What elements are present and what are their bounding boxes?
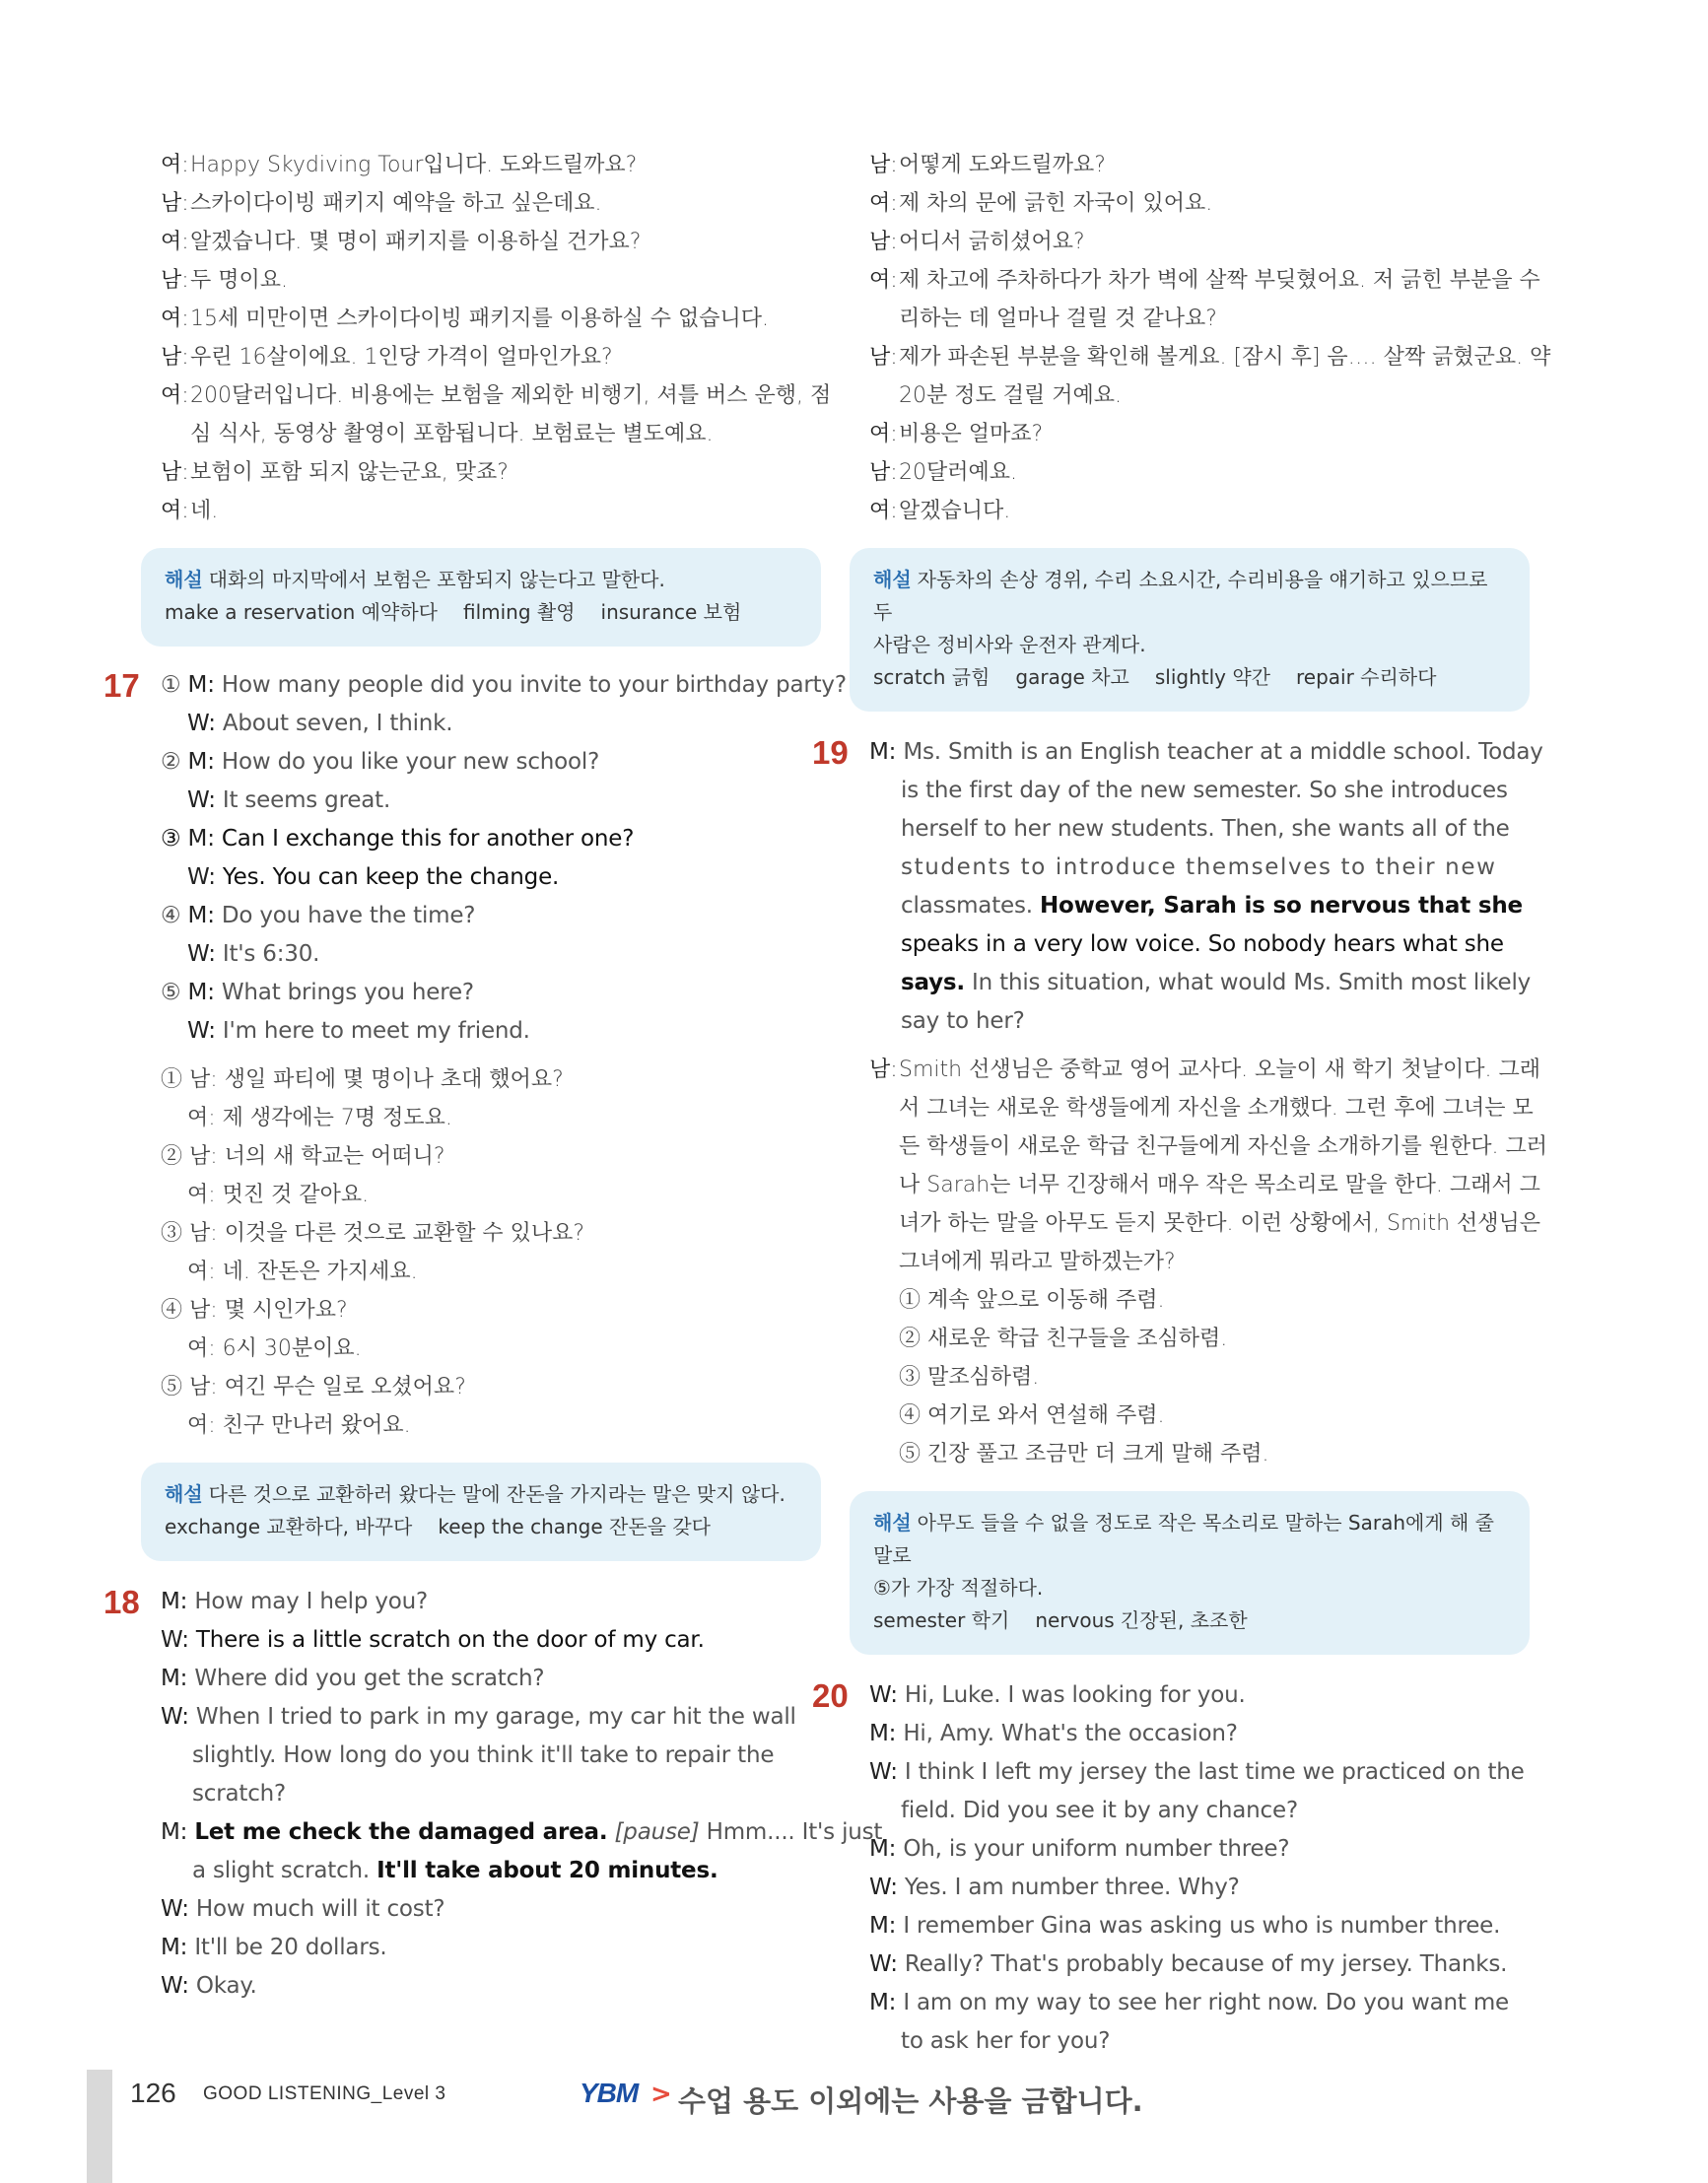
q19-korean-translation [869, 1051, 1547, 1473]
vocab-term: insurance 보험 [600, 600, 742, 624]
dialogue-line: to ask her for you? [901, 2028, 1111, 2054]
option-line-answer: ③ M: Can I exchange this for another one? [161, 826, 635, 852]
script-line: 녀가 하는 말을 아무도 듣지 못한다. 이런 상황에서, Smith 선생님은 [899, 1211, 1541, 1236]
dialogue-line: 20분 정도 걸릴 거예요. [899, 383, 1122, 408]
dialogue-line: M: I remember Gina was asking us who is number three. [869, 1913, 1501, 1939]
page-footer [0, 2060, 1708, 2173]
explanation-label: 해설 [873, 568, 912, 591]
option-line: ⑤ M: What brings you here? [161, 980, 474, 1005]
option-line: ③ 남: 이것을 다른 것으로 교환할 수 있나요? [161, 1221, 585, 1246]
book-title: GOOD LISTENING_Level 3 [203, 2083, 446, 2104]
dialogue-line: 여:제 차의 문에 긁힌 자국이 있어요. [869, 191, 1213, 216]
dialogue-line: 심 식사, 동영상 촬영이 포함됩니다. 보험료는 별도예요. [190, 422, 714, 446]
page-number: 126 [130, 2078, 176, 2108]
dialogue-line: 여:200달러입니다. 비용에는 보험을 제외한 비행기, 셔틀 버스 운행, 점 [161, 383, 832, 408]
vocab-term: scratch 긁힘 [873, 665, 991, 689]
script-line: students to introduce themselves to their new [901, 854, 1497, 880]
question-19 [812, 733, 1547, 1655]
q17-korean-options [161, 1060, 821, 1445]
script-line: 나 Sarah는 너무 긴장해서 매우 작은 목소리로 말을 한다. 그래서 그 [899, 1173, 1540, 1197]
explanation-box: 해설 대화의 마지막에서 보험은 포함되지 않는다고 말한다. make a reservation 예약하다 filming 촬영 insurance 보험 [141, 548, 821, 647]
script-line: herself to her new students. Then, she wants all of the [901, 816, 1510, 842]
dialogue-line: M: It'll be 20 dollars. [161, 1935, 387, 1960]
answer-option: ③ 말조심하렴. [899, 1365, 1040, 1390]
dialogue-line: slightly. How long do you think it'll take to repair the [192, 1742, 775, 1768]
dialogue-line: 여:알겠습니다. 몇 명이 패키지를 이용하실 건가요? [161, 230, 642, 254]
dialogue-line: 남:어떻게 도와드릴까요? [869, 153, 1106, 177]
dialogue-line: 남:보험이 포함 되지 않는군요, 맞죠? [161, 460, 509, 485]
dialogue-line: W: When I tried to park in my garage, my car hit the wall [161, 1704, 796, 1730]
question-20 [812, 1676, 1530, 2061]
dialogue-line: 여:알겠습니다. [869, 499, 1011, 523]
script-line: M: Ms. Smith is an English teacher at a middle school. Today [869, 739, 1543, 765]
script-line: say to her? [901, 1008, 1025, 1034]
option-line: W: I'm here to meet my friend. [187, 1018, 530, 1044]
dialogue-line: M: Oh, is your uniform number three? [869, 1836, 1290, 1862]
vocab-term: filming 촬영 [462, 600, 576, 624]
option-line: ① 남: 생일 파티에 몇 명이나 초대 했어요? [161, 1067, 564, 1092]
option-line: W: It seems great. [187, 787, 391, 813]
explanation-box: 해설 자동차의 손상 경위, 수리 소요시간, 수리비용을 얘기하고 있으므로 두 사람은 정비사와 운전자 관계다. scratch 긁힘 garage 차고 slightly 약간 repair 수리하다 [850, 548, 1530, 712]
dialogue-line: a slight scratch. It'll take about 20 minutes. [192, 1858, 718, 1883]
option-line-answer: W: Yes. You can keep the change. [187, 864, 560, 890]
option-line: ④ 남: 몇 시인가요? [161, 1298, 348, 1323]
dialogue-line: 여:비용은 얼마죠? [869, 422, 1044, 446]
explanation-label: 해설 [165, 1482, 203, 1506]
option-line: W: About seven, I think. [187, 711, 453, 736]
option-line: ② 남: 너의 새 학교는 어떠니? [161, 1144, 445, 1169]
vocab-term: nervous 긴장된, 초조한 [1035, 1608, 1248, 1632]
question-18 [103, 1583, 883, 2006]
dialogue-line: M: I am on my way to see her right now. Do you want me [869, 1990, 1509, 2015]
dialogue-line: scratch? [192, 1781, 287, 1807]
dialogue-line: 여:Happy Skydiving Tour입니다. 도와드릴까요? [161, 153, 638, 177]
option-line: 여: 6시 30분이요. [187, 1336, 362, 1361]
dialogue-line: field. Did you see it by any chance? [901, 1798, 1298, 1823]
dialogue-line: 남:어디서 긁히셨어요? [869, 230, 1085, 254]
answer-option: ② 새로운 학급 친구들을 조심하렴. [899, 1327, 1228, 1351]
question-number: 18 [103, 1584, 140, 1620]
explanation-label: 해설 [873, 1511, 912, 1535]
footer-side-bar [87, 2070, 112, 2183]
option-line: 여: 네. 잔돈은 가지세요. [187, 1260, 418, 1284]
option-line: ① M: How many people did you invite to your birthday party? [161, 672, 847, 698]
chevron-right-icon: > [650, 2080, 672, 2109]
dialogue-line: 남:우린 16살이에요. 1인당 가격이 얼마인가요? [161, 345, 613, 370]
script-line: 그녀에게 뭐라고 말하겠는가? [899, 1250, 1176, 1274]
vocab-term: exchange 교환하다, 바꾸다 [165, 1515, 413, 1538]
dialogue-line: 여:제 차고에 주차하다가 차가 벽에 살짝 부딪혔어요. 저 긁힌 부분을 수 [869, 268, 1540, 293]
dialogue-line: 여:15세 미만이면 스카이다이빙 패키지를 이용하실 수 없습니다. [161, 307, 769, 331]
vocab-term: garage 차고 [1015, 665, 1129, 689]
option-line: 여: 제 생각에는 7명 정도요. [187, 1106, 452, 1130]
option-line: 여: 친구 만나러 왔어요. [187, 1413, 411, 1438]
answer-option: ⑤ 긴장 풀고 조금만 더 크게 말해 주렴. [899, 1442, 1269, 1467]
dialogue-line: 남:두 명이요. [161, 268, 288, 293]
ybm-logo: YBM [580, 2078, 639, 2108]
vocab-term: repair 수리하다 [1295, 665, 1437, 689]
script-line: classmates. However, Sarah is so nervous that she [901, 893, 1523, 919]
dialogue-line: W: Hi, Luke. I was looking for you. [869, 1682, 1246, 1708]
dialogue-line: M: Let me check the damaged area. [pause] Hmm.... It's just [161, 1819, 883, 1845]
option-line: ⑤ 남: 여긴 무슨 일로 오셨어요? [161, 1375, 466, 1399]
dialogue-line: W: How much will it cost? [161, 1896, 445, 1922]
dialogue-line: 남:스카이다이빙 패키지 예약을 하고 싶은데요. [161, 191, 602, 216]
script-line: 든 학생들이 새로운 학급 친구들에게 자신을 소개하기를 원한다. 그러 [899, 1134, 1547, 1159]
answer-option: ④ 여기로 와서 연설해 주렴. [899, 1403, 1165, 1428]
vocab-term: semester 학기 [873, 1608, 1010, 1632]
explanation-box: 해설 다른 것으로 교환하러 왔다는 말에 잔돈을 가지라는 말은 맞지 않다. exchange 교환하다, 바꾸다 keep the change 잔돈을 갖다 [141, 1463, 821, 1561]
script-line: says. In this situation, what would Ms. Smith most likely [901, 970, 1532, 995]
answer-option: ① 계속 앞으로 이동해 주렴. [899, 1288, 1165, 1313]
dialogue-line: W: I think I left my jersey the last time we practiced on the [869, 1759, 1525, 1785]
dialogue-line: W: Really? That's probably because of my jersey. Thanks. [869, 1951, 1508, 1977]
dialogue-line: M: Hi, Amy. What's the occasion? [869, 1721, 1238, 1746]
question-number: 20 [812, 1677, 849, 1714]
explanation-label: 해설 [165, 568, 203, 591]
script-line: is the first day of the new semester. So she introduces [901, 778, 1508, 803]
script-line: 서 그녀는 새로운 학생들에게 자신을 소개했다. 그런 후에 그녀는 모 [899, 1096, 1534, 1121]
usage-notice: 수업 용도 이외에는 사용을 금합니다. [678, 2084, 1143, 2118]
q18-korean-translation [869, 146, 1551, 530]
script-line: speaks in a very low voice. So nobody hears what she [901, 931, 1504, 957]
q16-korean-translation [161, 146, 832, 530]
vocab-term: keep the change 잔돈을 갖다 [438, 1515, 711, 1538]
dialogue-line: 여:네. [161, 499, 219, 523]
explanation-box: 해설 아무도 들을 수 없을 정도로 작은 목소리로 말하는 Sarah에게 해 줄 말로 ⑤가 가장 적절하다. semester 학기 nervous 긴장된, 초조한 [850, 1491, 1530, 1655]
dialogue-line: M: How may I help you? [161, 1589, 429, 1614]
dialogue-line: W: Okay. [161, 1973, 257, 1999]
question-number: 19 [812, 734, 849, 771]
option-line: W: It's 6:30. [187, 941, 320, 967]
vocab-term: slightly 약간 [1154, 665, 1270, 689]
option-line: ② M: How do you like your new school? [161, 749, 600, 775]
option-line: ④ M: Do you have the time? [161, 903, 476, 928]
dialogue-line: W: There is a little scratch on the door of my car. [161, 1627, 705, 1653]
dialogue-line: W: Yes. I am number three. Why? [869, 1875, 1240, 1900]
question-number: 17 [103, 667, 140, 704]
script-line: 남:Smith 선생님은 중학교 영어 교사다. 오늘이 새 학기 첫날이다. 그래 [869, 1057, 1541, 1082]
dialogue-line: M: Where did you get the scratch? [161, 1666, 545, 1691]
vocab-term: make a reservation 예약하다 [165, 600, 438, 624]
option-line: 여: 멋진 것 같아요. [187, 1183, 370, 1207]
dialogue-line: 리하는 데 얼마나 걸릴 것 같나요? [899, 307, 1217, 331]
dialogue-line: 남:20달러예요. [869, 460, 1017, 485]
right-column [812, 146, 1551, 2061]
dialogue-line: 남:제가 파손된 부분을 확인해 볼게요. [잠시 후] 음…. 살짝 긁혔군요. 약 [869, 345, 1551, 370]
